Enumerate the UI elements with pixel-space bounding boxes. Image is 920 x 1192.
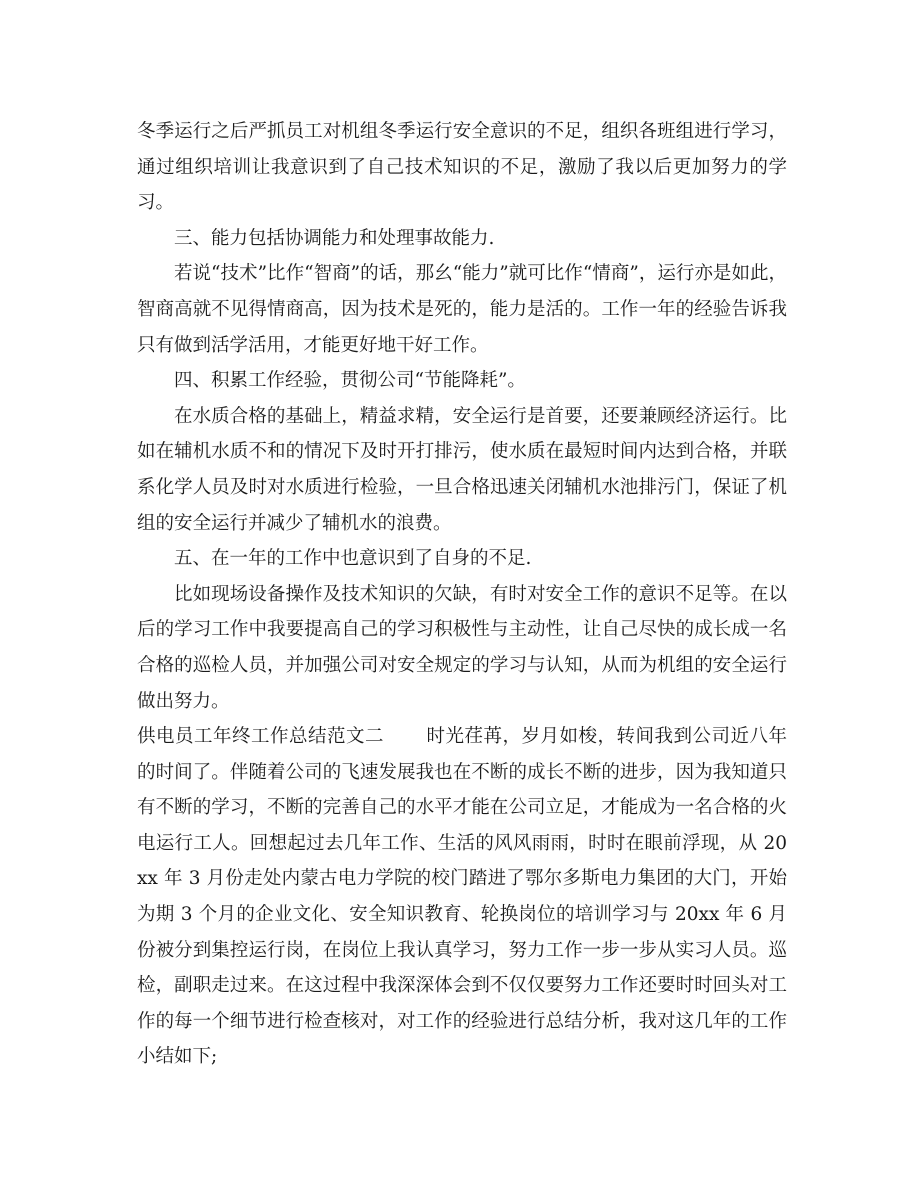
section-body: 时光荏苒，岁月如梭，转间我到公司近八年的时间了。伴随着公司的飞速发展我也在不断的成长不断的进步，因为我知道只有不断的学习，不断的完善自己的水平才能在公司立足，才能成为一名合格的火电运行工人。回想起过去几年工作、生活的风风雨雨，时时在眼前浮现，从 20xx 年 3 月份走处内蒙古电力学院的校门踏进了鄂尔多斯电力集团的大门，开始为期 3 个月的企业文化、安全知识教育、轮换岗位的培训学习与 20xx 年 6 月份被分到集控运行岗，在岗位上我认真学习，努力工作一步一步从实习人员。巡检，副职走过来。在这过程中我深深体会到不仅仅要努力工作还要时时回头对工作的每一个细节进行检查核对，对工作的经验进行总结分析，我对这几年的工作小结如下; — [137, 726, 787, 1068]
paragraph-winter-training: 冬季运行之后严抓员工对机组冬季运行安全意识的不足，组织各班组进行学习，通过组织培训让我意识到了自己技术知识的不足，激励了我以后更加努力的学习。 — [137, 121, 787, 214]
paragraph-shortcomings: 比如现场设备操作及技术知识的欠缺，有时对安全工作的意识不足等。在以后的学习工作中我要提高自己的学习积极性与主动性，让自己尽快的成长成一名合格的巡检人员，并加强公司对安全规定的学习与认知，从而为机组的安全运行做出努力。 — [137, 583, 787, 712]
heading-shortcomings: 五、在一年的工作中也意识到了自身的不足. — [174, 548, 532, 570]
heading-experience: 四、积累工作经验，贯彻公司“节能降耗”。 — [174, 370, 526, 392]
paragraph-ability: 若说“技术”比作“智商”的话，那幺“能力”就可比作“情商”，运行亦是如此，智商高就不见得情商高，因为技术是死的，能力是活的。工作一年的经验告诉我只有做到活学活用，才能更好地干好工作。 — [137, 263, 787, 356]
section-two — [137, 719, 787, 1075]
paragraph-water-quality: 在水质合格的基础上，精益求精，安全运行是首要，还要兼顾经济运行。比如在辅机水质不和的情况下及时开打排污，使水质在最短时间内达到合格，并联系化学人员及时对水质进行检验，一旦合格迅速关闭辅机水池排污门，保证了机组的安全运行并减少了辅机水的浪费。 — [137, 405, 787, 534]
document-body — [137, 114, 787, 1075]
heading-ability: 三、能力包括协调能力和处理事故能力. — [174, 227, 495, 249]
section-title: 供电员工年终工作总结范文二 — [137, 726, 384, 748]
